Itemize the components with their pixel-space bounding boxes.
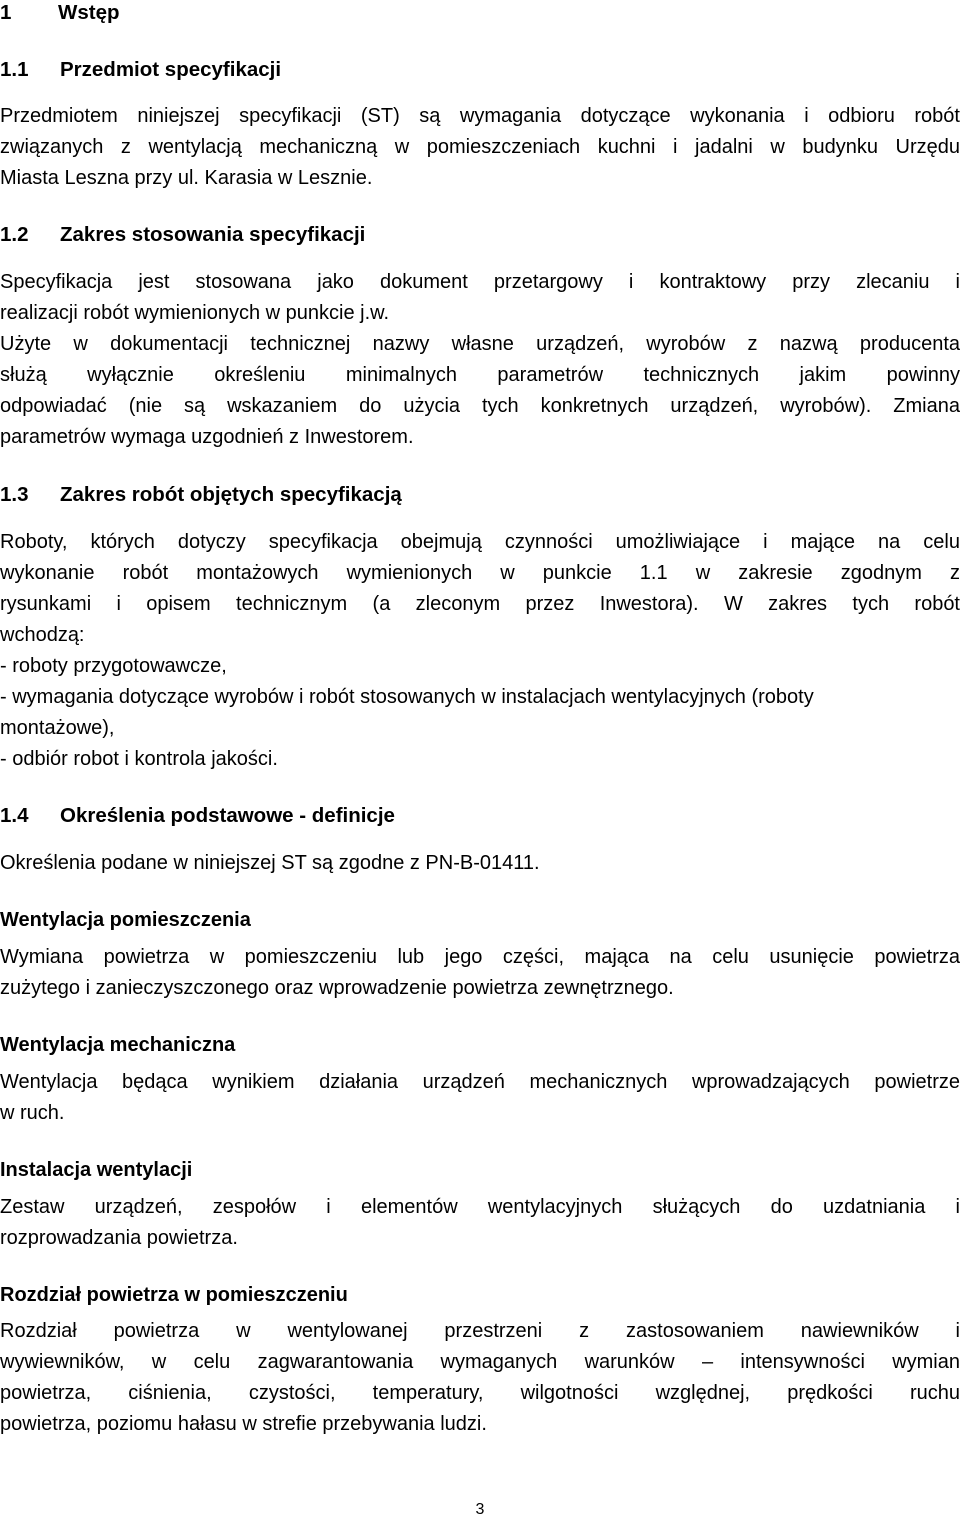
text-line: Miasta Leszna przy ul. Karasia w Lesznie. — [0, 167, 373, 189]
term-definition — [0, 942, 960, 1004]
text-line: Rozdział powietrza w wentylowanej przestrzeni z zastosowaniem nawiewników i — [0, 1320, 960, 1342]
text-line: odpowiadać (nie są wskazaniem do użycia tych konkretnych urządzeń, wyrobów). Zmiana — [0, 395, 960, 417]
text-line: Wymiana powietrza w pomieszczeniu lub jego części, mająca na celu usunięcie powietrza — [0, 946, 960, 968]
text-line: związanych z wentylacją mechaniczną w pomieszczeniach kuchni i jadalni w budynku Urzędu — [0, 136, 960, 158]
list-item: - wymagania dotyczące wyrobów i robót stosowanych w instalacjach wentylacyjnych (roboty — [0, 686, 814, 708]
term-heading — [0, 1155, 960, 1186]
text-line: Roboty, których dotyczy specyfikacja obejmują czynności umożliwiające i mające na celu — [0, 531, 960, 553]
text-line: służą wyłącznie określeniu minimalnych parametrów technicznych jakim powinny — [0, 364, 960, 386]
section-number: 1.1 — [0, 58, 29, 81]
text-line: w ruch. — [0, 1102, 65, 1124]
text-line: powietrza, ciśnienia, czystości, temperatury, wilgotności względnej, prędkości ruchu — [0, 1382, 960, 1404]
term-title: Instalacja wentylacji — [0, 1159, 193, 1181]
section-title: Zakres stosowania specyfikacji — [60, 223, 366, 246]
section-number: 1 — [0, 1, 12, 24]
section-title: Przedmiot specyfikacji — [60, 58, 282, 81]
term-heading — [0, 1280, 960, 1311]
paragraph-1-2-a — [0, 267, 960, 329]
section-heading-1-4 — [0, 802, 960, 830]
section-title: Zakres robót objętych specyfikacją — [60, 483, 402, 506]
term-definition — [0, 1316, 960, 1440]
text-line: Przedmiotem niniejszej specyfikacji (ST) są wymagania dotyczące wykonania i odbioru robót — [0, 105, 960, 127]
section-number: 1.4 — [0, 804, 29, 827]
paragraph-1-4-intro — [0, 848, 960, 879]
section-number: 1.3 — [0, 483, 29, 506]
text-line: zużytego i zanieczyszczonego oraz wprowadzenie powietrza zewnętrznego. — [0, 977, 674, 999]
text-line: Użyte w dokumentacji technicznej nazwy własne urządzeń, wyrobów z nazwą producenta — [0, 333, 960, 355]
text-line: rysunkami i opisem technicznym (a zleconym przez Inwestora). W zakres tych robót — [0, 593, 960, 615]
section-number: 1.2 — [0, 223, 29, 246]
section-heading-1-3 — [0, 481, 960, 509]
paragraph-1-2-b — [0, 329, 960, 453]
term-title: Wentylacja mechaniczna — [0, 1034, 236, 1056]
list-item: - roboty przygotowawcze, — [0, 655, 227, 677]
term-heading — [0, 905, 960, 936]
section-heading-1-2 — [0, 221, 960, 249]
section-title: Określenia podstawowe - definicje — [60, 804, 395, 827]
term-heading — [0, 1030, 960, 1061]
text-line: parametrów wymaga uzgodnień z Inwestorem. — [0, 426, 414, 448]
text-line: realizacji robót wymienionych w punkcie j.w. — [0, 302, 390, 324]
paragraph-1-3 — [0, 527, 960, 775]
section-heading-1-1 — [0, 56, 960, 84]
text-line: Zestaw urządzeń, zespołów i elementów wentylacyjnych służących do uzdatniania i — [0, 1196, 960, 1218]
term-title: Rozdział powietrza w pomieszczeniu — [0, 1284, 348, 1306]
term-title: Wentylacja pomieszczenia — [0, 909, 251, 931]
list-item: - odbiór robot i kontrola jakości. — [0, 748, 278, 770]
text-line: powietrza, poziomu hałasu w strefie przebywania ludzi. — [0, 1413, 487, 1435]
text-line: Wentylacja będąca wynikiem działania urządzeń mechanicznych wprowadzających powietrze — [0, 1071, 960, 1093]
term-definition — [0, 1192, 960, 1254]
text-line: Określenia podane w niniejszej ST są zgodne z PN-B-01411. — [0, 852, 540, 874]
text-line: wchodzą: — [0, 624, 85, 646]
list-item: montażowe), — [0, 717, 115, 739]
term-definition — [0, 1067, 960, 1129]
paragraph-1-1 — [0, 101, 960, 194]
text-line: Specyfikacja jest stosowana jako dokument przetargowy i kontraktowy przy zlecaniu i — [0, 271, 960, 293]
text-line: wywiewników, w celu zagwarantowania wymaganych warunków – intensywności wymian — [0, 1351, 960, 1373]
section-heading-1 — [0, 0, 960, 27]
text-line: rozprowadzania powietrza. — [0, 1227, 238, 1249]
section-title: Wstęp — [58, 1, 120, 24]
page-number: 3 — [475, 1501, 485, 1518]
text-line: wykonanie robót montażowych wymienionych w punkcie 1.1 w zakresie zgodnym z — [0, 562, 960, 584]
